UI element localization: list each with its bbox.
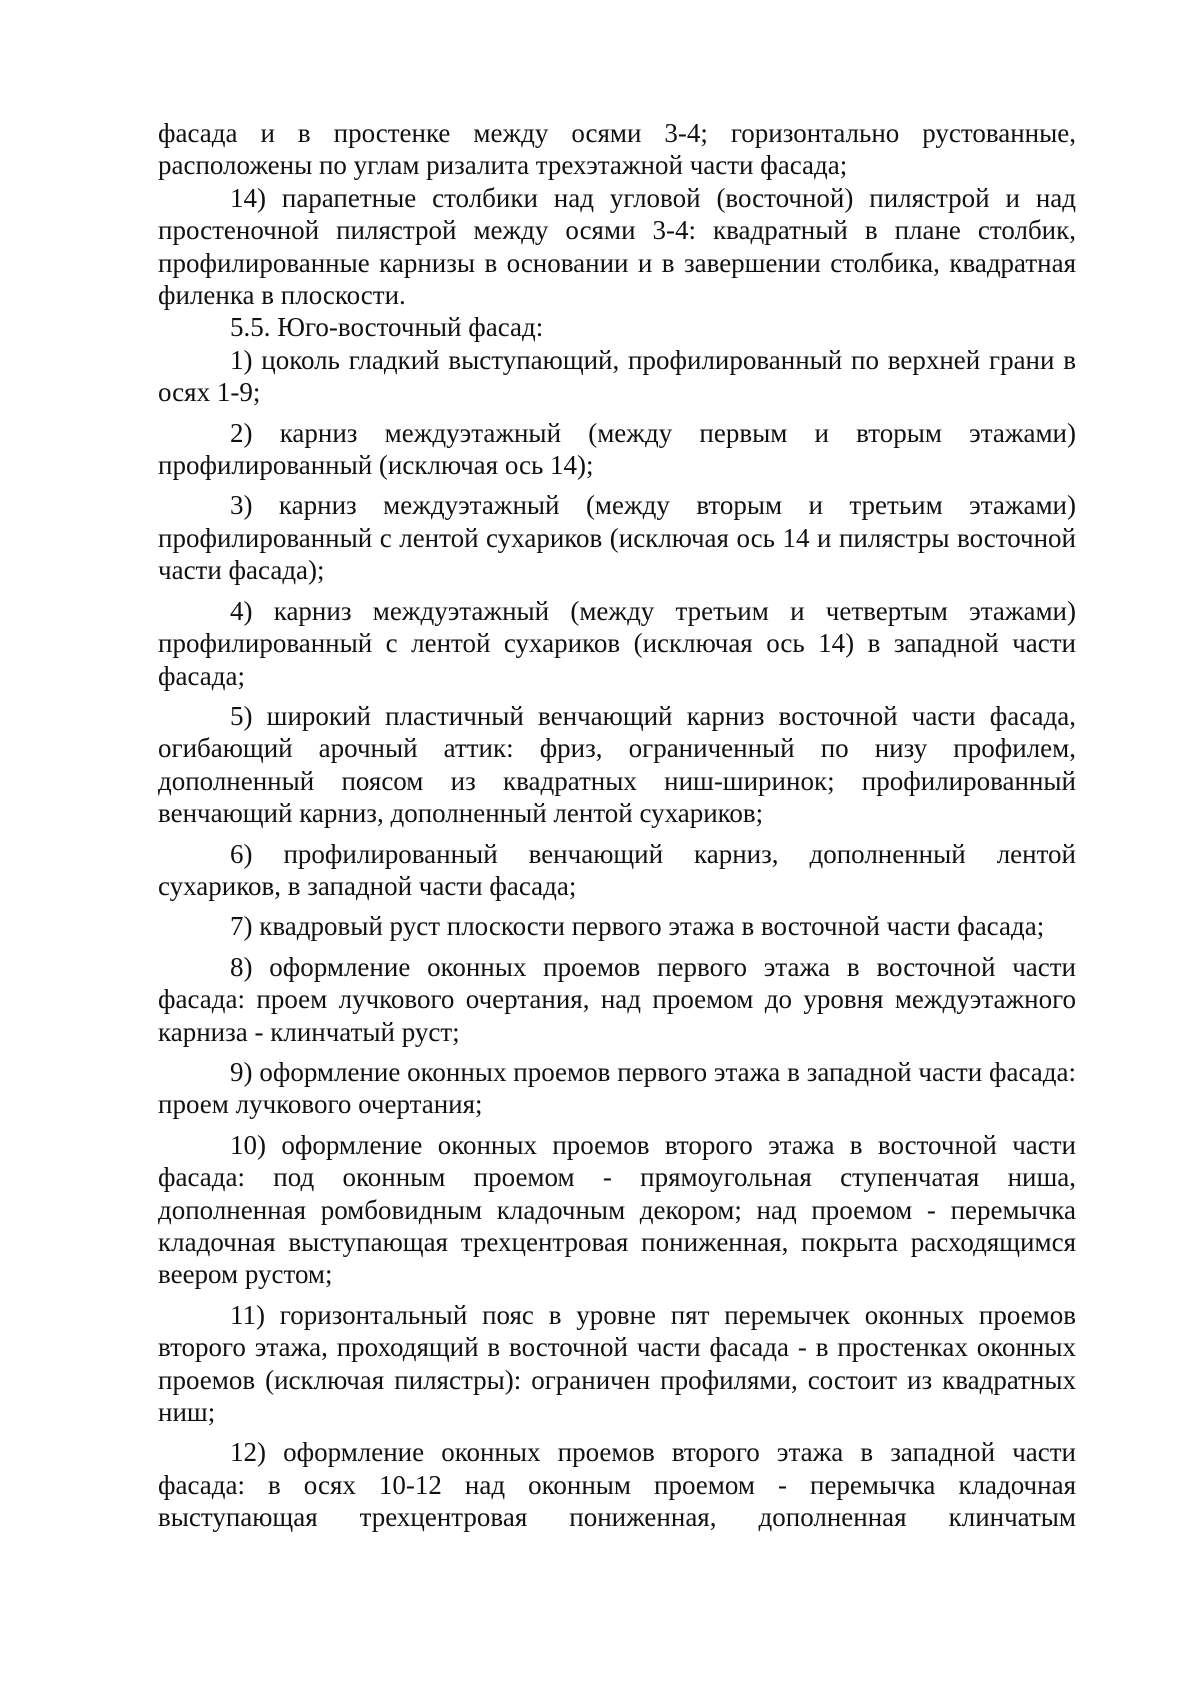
- paragraph-item-4: 4) карниз междуэтажный (между третьим и четвертым этажами) профилированный с лентой сухариков (исключая ось 14) в западной части фасада;: [158, 595, 1076, 691]
- paragraph-item-9: 9) оформление оконных проемов первого этажа в западной части фасада: проем лучкового очертания;: [158, 1056, 1076, 1120]
- paragraph-continuation: фасада и в простенке между осями 3-4; горизонтально рустованные, расположены по углам ризалита трехэтажной части фасада;: [158, 118, 1076, 181]
- section-heading-5-5: 5.5. Юго-восточный фасад:: [230, 312, 544, 343]
- paragraph-item-3: 3) карниз междуэтажный (между вторым и третьим этажами) профилированный с лентой сухариков (исключая ось 14 и пилястры восточной части фасада);: [158, 490, 1076, 586]
- paragraph-item-5: 5) широкий пластичный венчающий карниз восточной части фасада, огибающий арочный аттик: фриз, ограниченный по низу профилем, дополненный поясом из квадратных ниш-ширинок; профилированный венчающий карниз, дополненный лентой сухариков;: [158, 700, 1076, 829]
- paragraph-item-14: 14) парапетные столбики над угловой (восточной) пилястрой и над простеночной пилястрой между осями 3-4: квадратный в плане столбик, профилированные карнизы в основании и в завершении столбика, квадратная филенка в плоскости.: [158, 182, 1076, 311]
- paragraph-item-7: 7) квадровый руст плоскости первого этажа в восточной части фасада;: [230, 911, 1045, 942]
- paragraph-item-8: 8) оформление оконных проемов первого этажа в восточной части фасада: проем лучкового очертания, над проемом до уровня междуэтажного карниза - клинчатый руст;: [158, 951, 1076, 1047]
- paragraph-item-2: 2) карниз междуэтажный (между первым и вторым этажами) профилированный (исключая ось 14);: [158, 417, 1076, 481]
- paragraph-item-6: 6) профилированный венчающий карниз, дополненный лентой сухариков, в западной части фасада;: [158, 838, 1076, 901]
- paragraph-item-11: 11) горизонтальный пояс в уровне пят перемычек оконных проемов второго этажа, проходящий в восточной части фасада - в простенках оконных проемов (исключая пилястры): ограничен профилями, состоит из квадратных ниш;: [158, 1299, 1076, 1428]
- paragraph-item-1: 1) цоколь гладкий выступающий, профилированный по верхней грани в осях 1-9;: [158, 344, 1076, 408]
- paragraph-item-12: 12) оформление оконных проемов второго этажа в западной части фасада: в осях 10-12 над оконным проемом - перемычка кладочная выступающая трехцентровая пониженная, дополненная клинчатым: [158, 1437, 1076, 1533]
- paragraph-item-10: 10) оформление оконных проемов второго этажа в восточной части фасада: под оконным проемом - прямоугольная ступенчатая ниша, дополненная ромбовидным кладочным декором; над проемом - перемычка кладочная выступающая трехцентровая пониженная, покрыта расходящимся веером рустом;: [158, 1129, 1076, 1290]
- document-body: [158, 117, 1076, 1534]
